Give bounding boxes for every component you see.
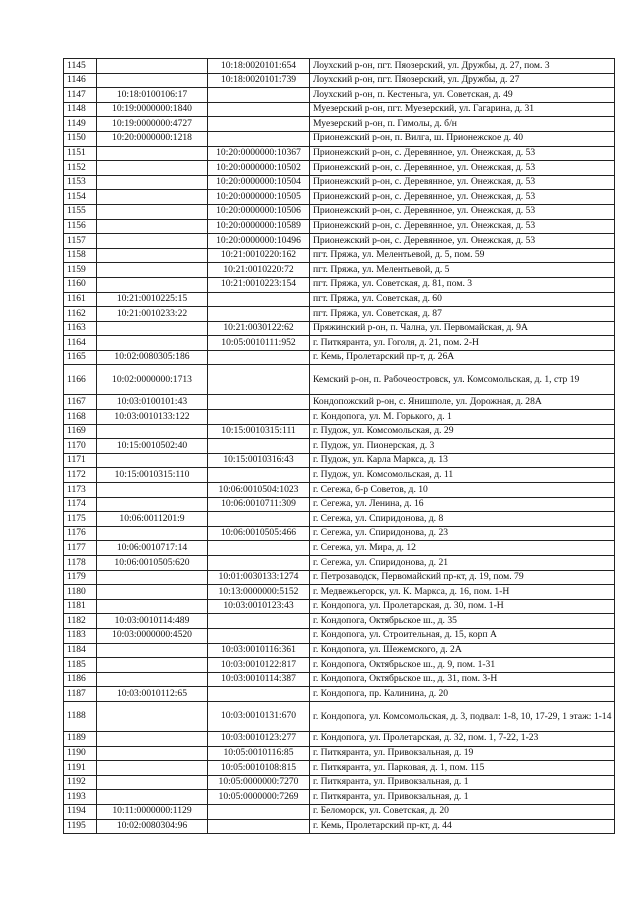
table-row — [64, 190, 615, 205]
address-cell: Прионежский р-он, с. Деревянное, ул. Онежская, д. 53 — [310, 204, 615, 219]
cadastral-number-premises-cell — [208, 395, 310, 410]
table-row — [64, 365, 615, 395]
cadastral-number-cell — [97, 526, 208, 541]
row-number-cell: 1164 — [64, 336, 97, 351]
cadastral-number-premises-cell: 10:03:0010123:277 — [208, 731, 310, 746]
cadastral-number-cell — [97, 453, 208, 468]
document-page — [63, 58, 614, 834]
address-cell: Пряжинский р-он, п. Чална, ул. Первомайская, д. 9А — [310, 321, 615, 336]
table-row — [64, 248, 615, 263]
row-number-cell: 1184 — [64, 643, 97, 658]
cadastral-number-cell: 10:15:0010502:40 — [97, 439, 208, 454]
cadastral-number-cell: 10:19:0000000:4727 — [97, 117, 208, 132]
cadastral-number-cell — [97, 321, 208, 336]
cadastral-number-premises-cell: 10:20:0000000:10504 — [208, 175, 310, 190]
table-row — [64, 410, 615, 425]
address-cell: г. Кемь, Пролетарский пр-т, д. 26А — [310, 350, 615, 365]
table-row — [64, 336, 615, 351]
address-cell: г. Кондопога, ул. М. Горького, д. 1 — [310, 410, 615, 425]
table-row — [64, 350, 615, 365]
cadastral-number-premises-cell: 10:03:0010131:670 — [208, 701, 310, 731]
row-number-cell: 1172 — [64, 468, 97, 483]
row-number-cell: 1170 — [64, 439, 97, 454]
address-cell: г. Сегежа, ул. Мира, д. 12 — [310, 541, 615, 556]
cadastral-number-cell: 10:21:0010225:15 — [97, 292, 208, 307]
row-number-cell: 1162 — [64, 307, 97, 322]
cadastral-number-cell — [97, 175, 208, 190]
table-row — [64, 658, 615, 673]
address-cell: г. Пудож, ул. Комсомольская, д. 11 — [310, 468, 615, 483]
cadastral-number-premises-cell — [208, 541, 310, 556]
table-row — [64, 439, 615, 454]
row-number-cell: 1187 — [64, 687, 97, 702]
row-number-cell: 1194 — [64, 804, 97, 819]
row-number-cell: 1149 — [64, 117, 97, 132]
cadastral-number-cell: 10:21:0010233:22 — [97, 307, 208, 322]
address-cell: г. Беломорск, ул. Советская, д. 20 — [310, 804, 615, 819]
cadastral-number-cell — [97, 731, 208, 746]
row-number-cell: 1193 — [64, 790, 97, 805]
address-cell: Прионежский р-он, п. Вилга, ш. Прионежское д. 40 — [310, 131, 615, 146]
cadastral-number-cell: 10:06:0010717:14 — [97, 541, 208, 556]
cadastral-number-cell — [97, 746, 208, 761]
table-row — [64, 628, 615, 643]
cadastral-number-premises-cell: 10:06:0010505:466 — [208, 526, 310, 541]
cadastral-number-cell — [97, 599, 208, 614]
cadastral-number-cell: 10:02:0080304:96 — [97, 819, 208, 834]
cadastral-number-premises-cell — [208, 307, 310, 322]
table-row — [64, 175, 615, 190]
cadastral-number-cell: 10:11:0000000:1129 — [97, 804, 208, 819]
address-cell: пгт. Пряжа, ул. Мелентьевой, д. 5, пом. 59 — [310, 248, 615, 263]
cadastral-number-premises-cell — [208, 439, 310, 454]
table-row — [64, 570, 615, 585]
property-register-table — [63, 58, 615, 834]
cadastral-number-cell — [97, 424, 208, 439]
table-row — [64, 761, 615, 776]
cadastral-number-premises-cell — [208, 512, 310, 527]
cadastral-number-cell — [97, 336, 208, 351]
cadastral-number-cell — [97, 263, 208, 278]
row-number-cell: 1171 — [64, 453, 97, 468]
address-cell: г. Питкяранта, ул. Парковая, д. 1, пом. 115 — [310, 761, 615, 776]
cadastral-number-cell — [97, 761, 208, 776]
address-cell: г. Сегежа, ул. Спиридонова, д. 23 — [310, 526, 615, 541]
table-row — [64, 88, 615, 103]
table-row — [64, 234, 615, 249]
row-number-cell: 1169 — [64, 424, 97, 439]
table-row — [64, 131, 615, 146]
address-cell: пгт. Пряжа, ул. Советская, д. 87 — [310, 307, 615, 322]
cadastral-number-cell: 10:18:0100106:17 — [97, 88, 208, 103]
cadastral-number-cell — [97, 234, 208, 249]
cadastral-number-premises-cell: 10:20:0000000:10505 — [208, 190, 310, 205]
table-row — [64, 819, 615, 834]
address-cell: Прионежский р-он, с. Деревянное, ул. Онежская, д. 53 — [310, 175, 615, 190]
address-cell: Муезерский р-он, пгт. Муезерский, ул. Гагарина, д. 31 — [310, 102, 615, 117]
cadastral-number-premises-cell — [208, 292, 310, 307]
row-number-cell: 1158 — [64, 248, 97, 263]
table-row — [64, 468, 615, 483]
cadastral-number-cell — [97, 483, 208, 498]
address-cell: Муезерский р-он, п. Гимолы, д. б/н — [310, 117, 615, 132]
row-number-cell: 1182 — [64, 614, 97, 629]
cadastral-number-cell — [97, 248, 208, 263]
cadastral-number-cell: 10:20:0000000:1218 — [97, 131, 208, 146]
address-cell: Кондопожский р-он, с. Янишполе, ул. Дорожная, д. 28А — [310, 395, 615, 410]
table-row — [64, 277, 615, 292]
cadastral-number-cell — [97, 497, 208, 512]
cadastral-number-premises-cell: 10:15:0010315:111 — [208, 424, 310, 439]
row-number-cell: 1167 — [64, 395, 97, 410]
cadastral-number-premises-cell — [208, 365, 310, 395]
row-number-cell: 1152 — [64, 161, 97, 176]
address-cell: г. Сегежа, ул. Ленина, д. 16 — [310, 497, 615, 512]
address-cell: Кемский р-он, п. Рабочеостровск, ул. Комсомольская, д. 1, стр 19 — [310, 365, 615, 395]
cadastral-number-cell — [97, 59, 208, 74]
table-row — [64, 556, 615, 571]
row-number-cell: 1192 — [64, 775, 97, 790]
row-number-cell: 1155 — [64, 204, 97, 219]
table-row — [64, 643, 615, 658]
cadastral-number-premises-cell: 10:20:0000000:10589 — [208, 219, 310, 234]
cadastral-number-cell — [97, 658, 208, 673]
cadastral-number-premises-cell: 10:03:0010123:43 — [208, 599, 310, 614]
table-row — [64, 73, 615, 88]
address-cell: Лоухский р-он, п. Кестеньга, ул. Советская, д. 49 — [310, 88, 615, 103]
table-row — [64, 204, 615, 219]
cadastral-number-premises-cell: 10:20:0000000:10367 — [208, 146, 310, 161]
table-row — [64, 292, 615, 307]
address-cell: г. Петрозаводск, Первомайский пр-кт, д. 19, пом. 79 — [310, 570, 615, 585]
address-cell: г. Кондопога, ул. Комсомольская, д. 3, подвал: 1-8, 10, 17-29, 1 этаж: 1-14 — [310, 701, 615, 731]
row-number-cell: 1145 — [64, 59, 97, 74]
cadastral-number-premises-cell: 10:05:0000000:7269 — [208, 790, 310, 805]
address-cell: Прионежский р-он, с. Деревянное, ул. Онежская, д. 53 — [310, 146, 615, 161]
cadastral-number-cell — [97, 73, 208, 88]
cadastral-number-premises-cell: 10:21:0010220:72 — [208, 263, 310, 278]
cadastral-number-cell — [97, 146, 208, 161]
row-number-cell: 1160 — [64, 277, 97, 292]
cadastral-number-premises-cell — [208, 804, 310, 819]
row-number-cell: 1157 — [64, 234, 97, 249]
table-row — [64, 117, 615, 132]
cadastral-number-premises-cell — [208, 117, 310, 132]
address-cell: г. Питкяранта, ул. Привокзальная, д. 1 — [310, 790, 615, 805]
table-row — [64, 790, 615, 805]
table-row — [64, 146, 615, 161]
cadastral-number-cell — [97, 219, 208, 234]
cadastral-number-cell: 10:03:0100101:43 — [97, 395, 208, 410]
cadastral-number-cell: 10:02:0000000:1713 — [97, 365, 208, 395]
table-row — [64, 701, 615, 731]
table-row — [64, 307, 615, 322]
cadastral-number-premises-cell — [208, 131, 310, 146]
cadastral-number-premises-cell: 10:05:0010111:952 — [208, 336, 310, 351]
table-row — [64, 497, 615, 512]
cadastral-number-premises-cell: 10:01:0030133:1274 — [208, 570, 310, 585]
row-number-cell: 1150 — [64, 131, 97, 146]
address-cell: Лоухский р-он, пгт. Пяозерский, ул. Дружбы, д. 27, пом. 3 — [310, 59, 615, 74]
address-cell: г. Кондопога, ул. Пролетарская, д. 30, пом. 1-Н — [310, 599, 615, 614]
row-number-cell: 1191 — [64, 761, 97, 776]
table-row — [64, 102, 615, 117]
row-number-cell: 1179 — [64, 570, 97, 585]
address-cell: Прионежский р-он, с. Деревянное, ул. Онежская, д. 53 — [310, 190, 615, 205]
cadastral-number-premises-cell — [208, 410, 310, 425]
address-cell: г. Питкяранта, ул. Привокзальная, д. 1 — [310, 775, 615, 790]
address-cell: г. Сегежа, ул. Спиридонова, д. 21 — [310, 556, 615, 571]
cadastral-number-cell: 10:06:0010505:620 — [97, 556, 208, 571]
row-number-cell: 1148 — [64, 102, 97, 117]
cadastral-number-cell: 10:06:0011201:9 — [97, 512, 208, 527]
cadastral-number-cell — [97, 204, 208, 219]
cadastral-number-premises-cell: 10:05:0010108:815 — [208, 761, 310, 776]
address-cell: г. Кондопога, ул. Пролетарская, д. 32, пом. 1, 7-22, 1-23 — [310, 731, 615, 746]
table-row — [64, 775, 615, 790]
row-number-cell: 1159 — [64, 263, 97, 278]
cadastral-number-cell — [97, 643, 208, 658]
table-row — [64, 59, 615, 74]
row-number-cell: 1178 — [64, 556, 97, 571]
cadastral-number-premises-cell: 10:03:0010114:387 — [208, 672, 310, 687]
address-cell: г. Пудож, ул. Пионерская, д. 3 — [310, 439, 615, 454]
table-row — [64, 321, 615, 336]
cadastral-number-cell: 10:15:0010315:110 — [97, 468, 208, 483]
row-number-cell: 1156 — [64, 219, 97, 234]
row-number-cell: 1163 — [64, 321, 97, 336]
table-row — [64, 395, 615, 410]
row-number-cell: 1151 — [64, 146, 97, 161]
row-number-cell: 1146 — [64, 73, 97, 88]
address-cell: Прионежский р-он, с. Деревянное, ул. Онежская, д. 53 — [310, 234, 615, 249]
table-row — [64, 541, 615, 556]
address-cell: г. Кондопога, пр. Калинина, д. 20 — [310, 687, 615, 702]
cadastral-number-premises-cell: 10:21:0010220:162 — [208, 248, 310, 263]
cadastral-number-premises-cell: 10:05:0010116:85 — [208, 746, 310, 761]
table-row — [64, 483, 615, 498]
row-number-cell: 1177 — [64, 541, 97, 556]
table-row — [64, 526, 615, 541]
register-table-body — [64, 59, 615, 834]
row-number-cell: 1186 — [64, 672, 97, 687]
address-cell: г. Кондопога, ул. Шежемского, д. 2А — [310, 643, 615, 658]
row-number-cell: 1190 — [64, 746, 97, 761]
cadastral-number-premises-cell — [208, 687, 310, 702]
cadastral-number-premises-cell: 10:06:0010504:1023 — [208, 483, 310, 498]
cadastral-number-cell: 10:19:0000000:1840 — [97, 102, 208, 117]
cadastral-number-cell — [97, 161, 208, 176]
address-cell: г. Кондопога, Октябрьское ш., д. 35 — [310, 614, 615, 629]
cadastral-number-cell: 10:03:0000000:4520 — [97, 628, 208, 643]
table-row — [64, 161, 615, 176]
row-number-cell: 1165 — [64, 350, 97, 365]
cadastral-number-premises-cell: 10:18:0020101:739 — [208, 73, 310, 88]
row-number-cell: 1181 — [64, 599, 97, 614]
cadastral-number-cell — [97, 672, 208, 687]
row-number-cell: 1185 — [64, 658, 97, 673]
cadastral-number-premises-cell: 10:18:0020101:654 — [208, 59, 310, 74]
cadastral-number-premises-cell: 10:03:0010116:361 — [208, 643, 310, 658]
cadastral-number-premises-cell — [208, 819, 310, 834]
address-cell: пгт. Пряжа, ул. Советская, д. 60 — [310, 292, 615, 307]
table-row — [64, 599, 615, 614]
cadastral-number-cell: 10:02:0080305:186 — [97, 350, 208, 365]
row-number-cell: 1147 — [64, 88, 97, 103]
table-row — [64, 424, 615, 439]
row-number-cell: 1180 — [64, 585, 97, 600]
address-cell: г. Пудож, ул. Комсомольская, д. 29 — [310, 424, 615, 439]
address-cell: г. Кондопога, ул. Строительная, д. 15, корп А — [310, 628, 615, 643]
address-cell: Лоухский р-он, пгт. Пяозерский, ул. Дружбы, д. 27 — [310, 73, 615, 88]
row-number-cell: 1188 — [64, 701, 97, 731]
row-number-cell: 1175 — [64, 512, 97, 527]
row-number-cell: 1176 — [64, 526, 97, 541]
cadastral-number-cell: 10:03:0010112:65 — [97, 687, 208, 702]
row-number-cell: 1168 — [64, 410, 97, 425]
table-row — [64, 731, 615, 746]
table-row — [64, 453, 615, 468]
address-cell: Прионежский р-он, с. Деревянное, ул. Онежская, д. 53 — [310, 219, 615, 234]
table-row — [64, 672, 615, 687]
cadastral-number-premises-cell — [208, 102, 310, 117]
cadastral-number-premises-cell: 10:05:0000000:7270 — [208, 775, 310, 790]
cadastral-number-premises-cell: 10:20:0000000:10496 — [208, 234, 310, 249]
cadastral-number-cell — [97, 570, 208, 585]
cadastral-number-premises-cell — [208, 614, 310, 629]
address-cell: г. Медвежьегорск, ул. К. Маркса, д. 16, пом. 1-Н — [310, 585, 615, 600]
cadastral-number-premises-cell — [208, 628, 310, 643]
cadastral-number-cell: 10:03:0010133:122 — [97, 410, 208, 425]
address-cell: г. Питкяранта, ул. Гоголя, д. 21, пом. 2-Н — [310, 336, 615, 351]
row-number-cell: 1183 — [64, 628, 97, 643]
row-number-cell: 1195 — [64, 819, 97, 834]
address-cell: пгт. Пряжа, ул. Советская, д. 81, пом. 3 — [310, 277, 615, 292]
cadastral-number-premises-cell — [208, 350, 310, 365]
cadastral-number-cell — [97, 277, 208, 292]
row-number-cell: 1166 — [64, 365, 97, 395]
cadastral-number-premises-cell — [208, 88, 310, 103]
address-cell: г. Кондопога, Октябрьское ш., д. 31, пом. 3-Н — [310, 672, 615, 687]
row-number-cell: 1154 — [64, 190, 97, 205]
row-number-cell: 1189 — [64, 731, 97, 746]
cadastral-number-premises-cell: 10:15:0010316:43 — [208, 453, 310, 468]
row-number-cell: 1174 — [64, 497, 97, 512]
cadastral-number-premises-cell — [208, 468, 310, 483]
row-number-cell: 1161 — [64, 292, 97, 307]
address-cell: г. Сегежа, ул. Спиридонова, д. 8 — [310, 512, 615, 527]
address-cell: Прионежский р-он, с. Деревянное, ул. Онежская, д. 53 — [310, 161, 615, 176]
table-row — [64, 804, 615, 819]
cadastral-number-premises-cell: 10:13:0000000:5152 — [208, 585, 310, 600]
address-cell: г. Кондопога, Октябрьское ш., д. 9, пом. 1-31 — [310, 658, 615, 673]
cadastral-number-cell — [97, 790, 208, 805]
address-cell: г. Питкяранта, ул. Привокзальная, д. 19 — [310, 746, 615, 761]
cadastral-number-premises-cell: 10:21:0030122:62 — [208, 321, 310, 336]
table-row — [64, 687, 615, 702]
cadastral-number-premises-cell: 10:20:0000000:10502 — [208, 161, 310, 176]
cadastral-number-cell — [97, 190, 208, 205]
table-row — [64, 512, 615, 527]
cadastral-number-premises-cell — [208, 556, 310, 571]
cadastral-number-cell — [97, 775, 208, 790]
cadastral-number-cell: 10:03:0010114:489 — [97, 614, 208, 629]
row-number-cell: 1173 — [64, 483, 97, 498]
table-row — [64, 263, 615, 278]
cadastral-number-premises-cell: 10:03:0010122:817 — [208, 658, 310, 673]
address-cell: г. Кемь, Пролетарский пр-кт, д. 44 — [310, 819, 615, 834]
table-row — [64, 746, 615, 761]
table-row — [64, 614, 615, 629]
table-row — [64, 585, 615, 600]
cadastral-number-cell — [97, 585, 208, 600]
table-row — [64, 219, 615, 234]
address-cell: г. Пудож, ул. Карла Маркса, д. 13 — [310, 453, 615, 468]
cadastral-number-premises-cell: 10:06:0010711:309 — [208, 497, 310, 512]
address-cell: г. Сегежа, б-р Советов, д. 10 — [310, 483, 615, 498]
cadastral-number-premises-cell: 10:21:0010223:154 — [208, 277, 310, 292]
row-number-cell: 1153 — [64, 175, 97, 190]
address-cell: пгт. Пряжа, ул. Мелентьевой, д. 5 — [310, 263, 615, 278]
cadastral-number-premises-cell: 10:20:0000000:10506 — [208, 204, 310, 219]
cadastral-number-cell — [97, 701, 208, 731]
